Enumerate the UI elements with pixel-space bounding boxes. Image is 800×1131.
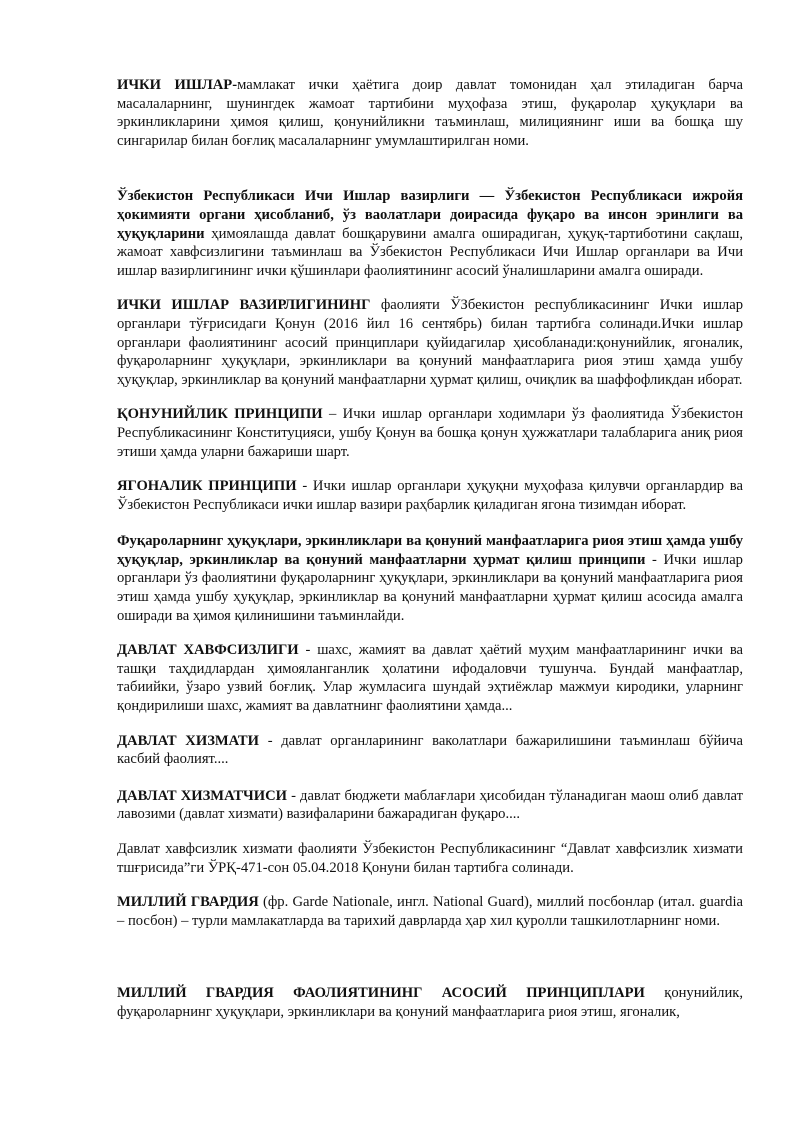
term-heading: ДАВЛАТ ХИЗМАТИ bbox=[117, 732, 260, 749]
paragraph-yagonalik bbox=[117, 477, 743, 514]
term-heading: ИЧКИ ИШЛАР ВАЗИРЛИГИНИНГ bbox=[117, 297, 371, 314]
paragraph-text: - шахс, жамият ва давлат ҳаётий муҳим манфаатларининг ички ва ташқи таҳдидлардан ҳимояланганлик ҳолатини ифодаловчи тушунча. Бундай манфаатлар, табиийки, ўзаро узвий боғлиқ. Улар жумласига шундай эҳтиёжлар мажмуи киродики, уларнинг қондирилиши шахс, жамият ва давлатнинг фаолиятини ҳамда... bbox=[117, 642, 743, 715]
term-heading: Ўзбекистон Республикаси Ичи Ишлар вазирлиги — Ўзбекистон Республикаси ижройя ҳокимияти органи ҳисобланиб, ўз ваолатлари доирасида фуқаро ва инсон эринлиги ва ҳуқуқларини bbox=[117, 188, 743, 242]
term-heading: ҚОНУНИЙЛИК ПРИНЦИПИ bbox=[117, 406, 323, 423]
paragraph-text: фаолияти ЎЗбекистон республикасининг Ички ишлар органлари тўғрисидаги Қонун (2016 йил 16 сентябрь) билан тартибга солинади.Ички ишлар органлари фаолиятининг асосий принциплари қуйидагилар ҳисобланади:қонунийлик, ягоналик, фуқароларнинг ҳуқуқлари, эркинликлари ва қонуний манфаатларига риоя этиш ҳамда ушбу ҳуқуқлар, эркинликлар ва қонуний манфаатларни ҳурмат қилиш, очиқлик ва шаффофликдан иборат. bbox=[117, 297, 743, 388]
paragraph-text: ҳимоялашда давлат бошқарувини амалга оширадиган, ҳуқуқ-тартиботини сақлаш, жамоат хавфсизлигини таъминлаш ва Ўзбекистон Республикаси Ичи Ишлар органлари ва Ичи ишлар вазирлигининг ички қўшинлари фаолиятининг асосий ўналишларини амалга оширади. bbox=[117, 225, 743, 279]
term-heading: МИЛЛИЙ ГВАРДИЯ bbox=[117, 894, 259, 911]
term-heading: МИЛЛИЙ ГВАРДИЯ ФАОЛИЯТИНИНГ АСОСИЙ ПРИНЦИПЛАРИ bbox=[117, 985, 645, 1002]
paragraph-ichki-ishlar bbox=[117, 76, 743, 150]
term-heading: ДАВЛАТ ХИЗМАТЧИСИ bbox=[117, 787, 288, 804]
term-heading: Фуқароларнинг ҳуқуқлари, эркинликлари ва қонуний манфаатларига риоя этиш ҳамда ушбу ҳуқуқлар, эркинликлар ва қонуний манфаатларни ҳурмат қилиш принципи bbox=[117, 533, 743, 568]
paragraph-text: (фр. Garde Nationale, ингл. National Guard), миллий посбонлар (итал. guardia – посбон) – турли мамлакатларда ва тарихий даврларда ҳар хил қуролли ташкилотларнинг номи. bbox=[117, 894, 743, 929]
term-heading: ИЧКИ ИШЛАР- bbox=[117, 77, 238, 93]
paragraph-text: – Ички ишлар органлари ходимлари ўз фаолиятида Ўзбекистон Республикасининг Конституцияси, ушбу Қонун ва бошқа қонун ҳужжатлари талабларига аниқ риоя этиши ҳамда уларни бажариши шарт. bbox=[117, 406, 743, 460]
paragraph-text: мамлакат ички ҳаётига доир давлат томонидан ҳал этиладиган барча масалаларнинг, шунингдек жамоат тартибини муҳофаза этиш, фуқаролар ҳуқуқлари ва эркинликларини ҳимоя қилиш, қонунийликни таъминлаш, милициянинг иши ва бошқа шу сингарилар билан боғлиқ масалаларнинг умумлаштирилган номи. bbox=[117, 77, 743, 149]
paragraph-xavfsizlik-xizmati bbox=[117, 840, 743, 877]
paragraph-fuqarolar bbox=[117, 532, 743, 625]
paragraph-text: - давлат органларининг ваколатлари бажарилишини таъминлаш бўйича касбий фаолият.... bbox=[117, 732, 743, 768]
paragraph-text: Давлат хавфсизлик хизмати фаолияти Ўзбекистон Республикасининг “Давлат хавфсизлик хизмати тшғрисида”ги ЎРҚ-471-сон 05.04.2018 Қонуни билан тартибга солинади. bbox=[117, 841, 743, 876]
paragraph-gvardiya-prinsiplar bbox=[117, 984, 743, 1021]
paragraph-xizmatchisi bbox=[117, 787, 743, 824]
paragraph-vazirlik-faoliyati bbox=[117, 296, 743, 389]
paragraph-gvardiya bbox=[117, 893, 743, 930]
paragraph-text: қонунийлик, фуқароларнинг ҳуқуқлари, эркинликлари ва қонуний манфаатларига риоя этиш, ягоналик, bbox=[117, 985, 743, 1020]
paragraph-qonuniylik bbox=[117, 405, 743, 461]
paragraph-xavfsizlik bbox=[117, 641, 743, 715]
paragraph-xizmati bbox=[117, 732, 743, 769]
term-heading: ЯГОНАЛИК ПРИНЦИПИ bbox=[117, 478, 297, 495]
paragraph-text: - давлат бюджети маблағлари ҳисобидан тўланадиган маош олиб давлат лавозими (давлат хизмати) вазифаларини бажарадиган фуқаро.... bbox=[117, 787, 743, 823]
paragraph-vazirlik bbox=[117, 187, 743, 280]
term-heading: ДАВЛАТ ХАВФСИЗЛИГИ bbox=[117, 642, 299, 659]
paragraph-text: - Ички ишлар органлари ўз фаолиятини фуқароларнинг ҳуқуқлари, эркинликлари ва қонуний манфаатларига риоя этиш ҳамда ушбу ҳуқуқлар, эркинликлар ва қонуний манфаатларни ҳурмат қилиш асосида амалга оширади ва ҳимоя қилинишини таъминлайди. bbox=[117, 551, 743, 624]
paragraph-text: - Ички ишлар органлари ҳуқуқни муҳофаза қилувчи органлардир ва Ўзбекистон Республикаси ички ишлар вазири раҳбарлик қиладиган ягона тизимдан иборат. bbox=[117, 478, 743, 513]
